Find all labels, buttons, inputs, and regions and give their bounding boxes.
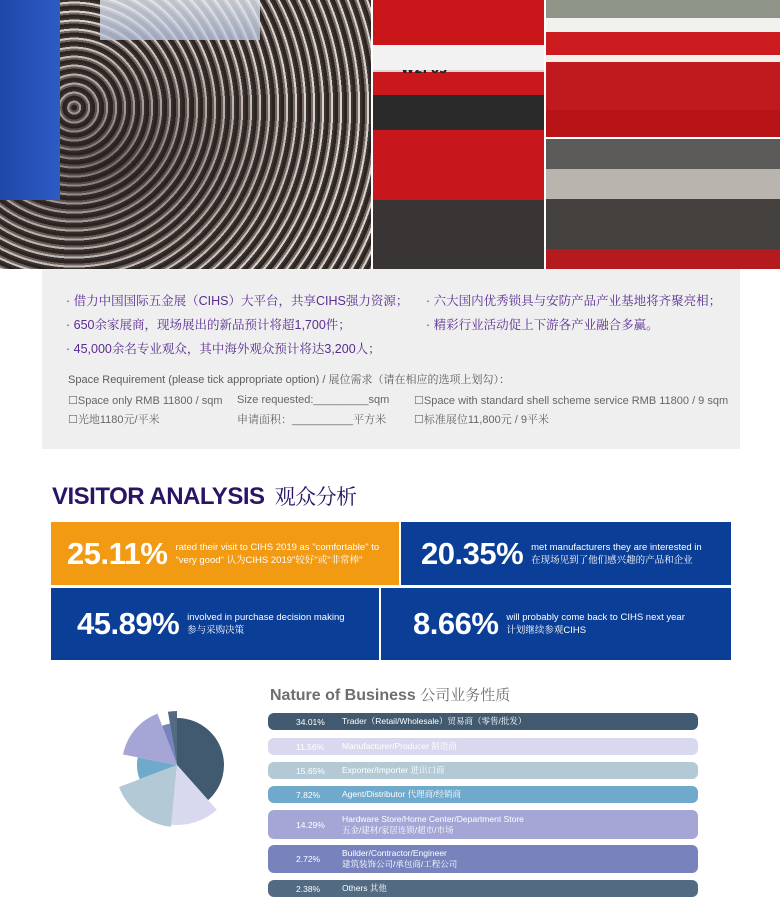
- legend-bar-hardware-store: 14.29% Hardware Store/Home Center/Department Store 五金/建材/家居连锁/超市/市场: [268, 810, 698, 839]
- visitor-analysis-title-en: VISITOR ANALYSIS: [52, 483, 265, 510]
- intro-bullet: · 45,000余名专业观众，其中海外观众预计将达3,200人；: [66, 342, 381, 356]
- legend-bar-others: 2.38% Others 其他: [268, 880, 698, 897]
- visitor-analysis-title: [52, 481, 357, 511]
- visitor-analysis-title-cn: 观众分析: [274, 486, 357, 509]
- booth-photo-w2f05: [373, 0, 544, 269]
- space-requirement-heading: Space Requirement (please tick appropriate option) / 展位需求（请在相应的选项上划勾）：: [68, 374, 510, 386]
- intro-bullet: · 六大国内优秀锁具与安防产品产业基地将齐聚亮相；: [426, 294, 722, 308]
- size-requested-field[interactable]: Size requested:_________sqm: [237, 394, 390, 406]
- space-only-checkbox-cn[interactable]: ☐光地1180元/平米: [68, 414, 160, 426]
- stat-tile-come-back: [381, 588, 731, 660]
- stat-description: rated their visit to CIHS 2019 as "comfortable" to "very good" 认为CIHS 2019"较好"或"非常棒": [175, 541, 380, 566]
- intro-bullet: · 精彩行业活动促上下游各产业融合多赢。: [426, 318, 659, 332]
- legend-bar-exporter: 15.65% Exporter/Importer 进出口商: [268, 762, 698, 779]
- intro-bullet: · 650余家展商，现场展出的新品预计将超1,700件；: [66, 318, 351, 332]
- shell-scheme-checkbox[interactable]: ☐Space with standard shell scheme service RMB 11800 / 9 sqm: [414, 395, 729, 407]
- stat-tile-purchase-decision: [51, 588, 379, 660]
- stat-description: met manufacturers they are interested in 在现场见到了他们感兴趣的产品和企业: [531, 541, 702, 566]
- intro-bullet: · 借力中国国际五金展（CIHS）大平台，共享CIHS强力资源；: [66, 294, 409, 308]
- stat-value: 45.89%: [77, 606, 180, 641]
- space-only-checkbox[interactable]: ☐Space only RMB 11800 / sqm: [68, 395, 223, 407]
- nature-of-business-title: Nature of Business 公司业务性质: [270, 687, 511, 704]
- intro-panel: [42, 269, 740, 449]
- stat-tile-met-manufacturers: [401, 522, 731, 585]
- legend-bar-manufacturer: 11.56% Manufacturer/Producer 制造商: [268, 738, 698, 755]
- shell-scheme-checkbox-cn[interactable]: ☐标准展位11,800元 / 9平米: [414, 414, 549, 426]
- stat-value: 25.11%: [67, 535, 168, 571]
- stat-description: will probably come back to CIHS next year 计划继续参观CIHS: [506, 612, 685, 636]
- booth-photo-visitors: [546, 139, 780, 269]
- booth-photo-red-pavilion: [546, 0, 780, 137]
- stat-tile-comfortable: [51, 522, 399, 585]
- stat-description: involved in purchase decision making 参与采购决策: [187, 612, 345, 636]
- size-requested-field-cn[interactable]: 申请面积：__________平方米: [237, 414, 387, 426]
- stat-value: 20.35%: [421, 535, 524, 571]
- legend-bar-agent: 7.82% Agent/Distributor 代理商/经销商: [268, 786, 698, 803]
- crowd-photo: [0, 0, 371, 269]
- legend-bar-trader: 34.01% Trader（Retail/Wholesale）贸易商（零售/批发）: [268, 713, 698, 730]
- stat-value: 8.66%: [413, 606, 499, 641]
- legend-bar-builder: 2.72% Builder/Contractor/Engineer 建筑装饰公司/承包商/工程公司: [268, 845, 698, 873]
- nature-of-business-rose-chart: [85, 700, 245, 900]
